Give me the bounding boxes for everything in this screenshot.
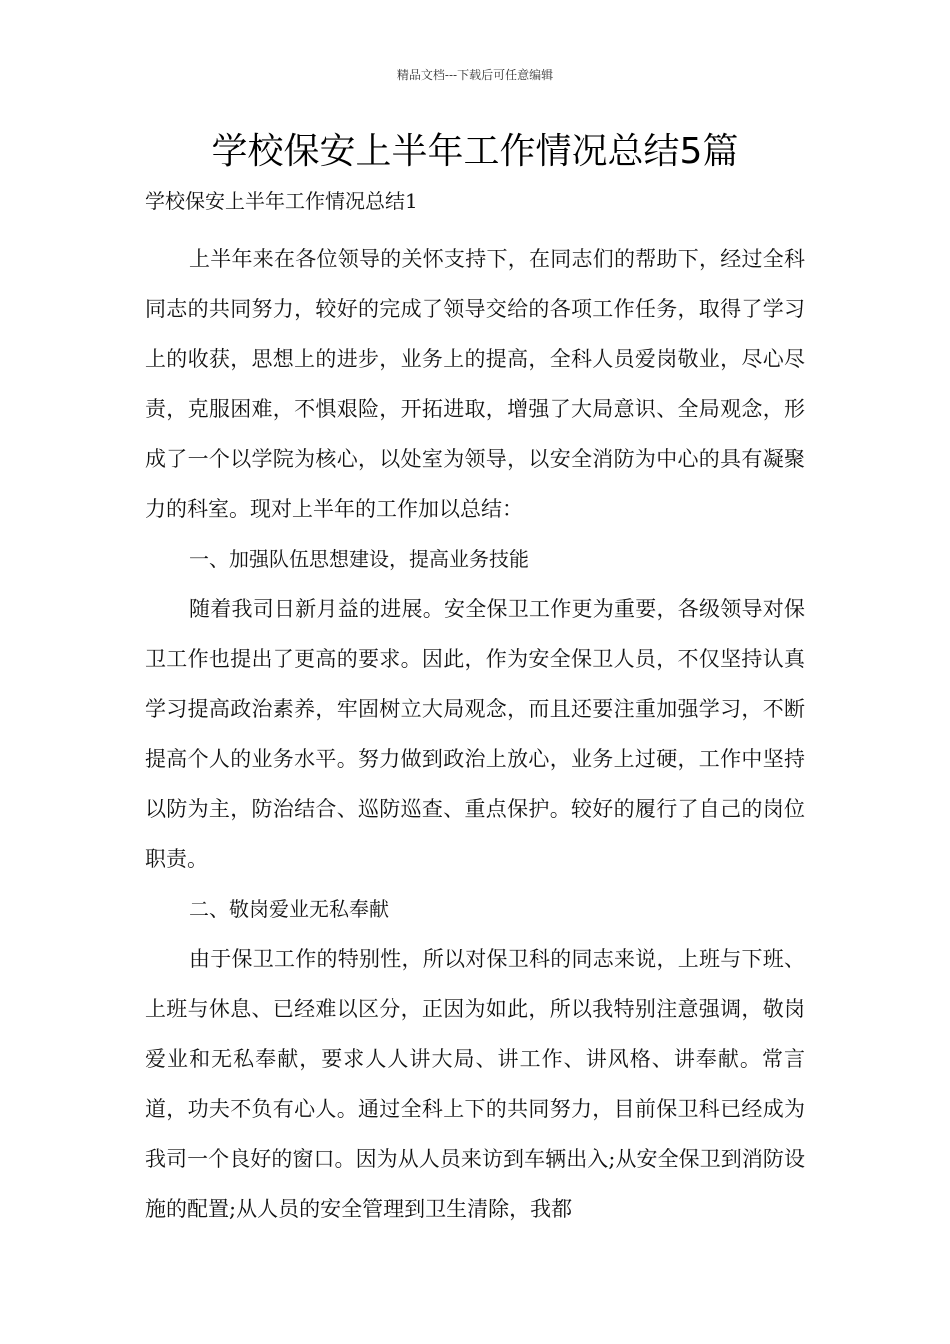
document-title: 学校保安上半年工作情况总结5篇 [211, 131, 739, 172]
section-heading-1: 一、加强队伍思想建设，提高业务技能 [189, 547, 529, 571]
paragraph-section-1: 随着我司日新月益的进展。安全保卫工作更为重要，各级领导对保卫工作也提出了更高的要求。因此，作为安全保卫人员，不仅坚持认真学习提高政治素养，牢固树立大局观念，而且还要注重加强学习，不断提高个人的业务水平。努力做到政治上放心，业务上过硬，工作中坚持以防为主，防治结合、巡防巡查、重点保护。较好的履行了自己的岗位职责。 [145, 597, 805, 871]
paragraph-section-2: 由于保卫工作的特别性，所以对保卫科的同志来说，上班与下班、上班与休息、已经难以区分，正因为如此，所以我特别注意强调，敬岗爱业和无私奉献，要求人人讲大局、讲工作、讲风格、讲奉献。常言道，功夫不负有心人。通过全科上下的共同努力，目前保卫科已经成为我司一个良好的窗口。因为从人员来访到车辆出入;从安全保卫到消防设施的配置;从人员的安全管理到卫生清除，我都 [145, 947, 805, 1221]
paragraph-intro: 上半年来在各位领导的关怀支持下，在同志们的帮助下，经过全科同志的共同努力，较好的完成了领导交给的各项工作任务，取得了学习上的收获，思想上的进步，业务上的提高，全科人员爱岗敬业，尽心尽责，克服困难，不惧艰险，开拓进取，增强了大局意识、全局观念，形成了一个以学院为核心，以处室为领导，以安全消防为中心的具有凝聚力的科室。现对上半年的工作加以总结： [145, 247, 805, 521]
page-header: 精品文档---下载后可任意编辑 [396, 68, 554, 82]
document-body [145, 234, 805, 1234]
document-subtitle: 学校保安上半年工作情况总结1 [145, 189, 418, 213]
section-heading-2: 二、敬岗爱业无私奉献 [189, 897, 389, 921]
